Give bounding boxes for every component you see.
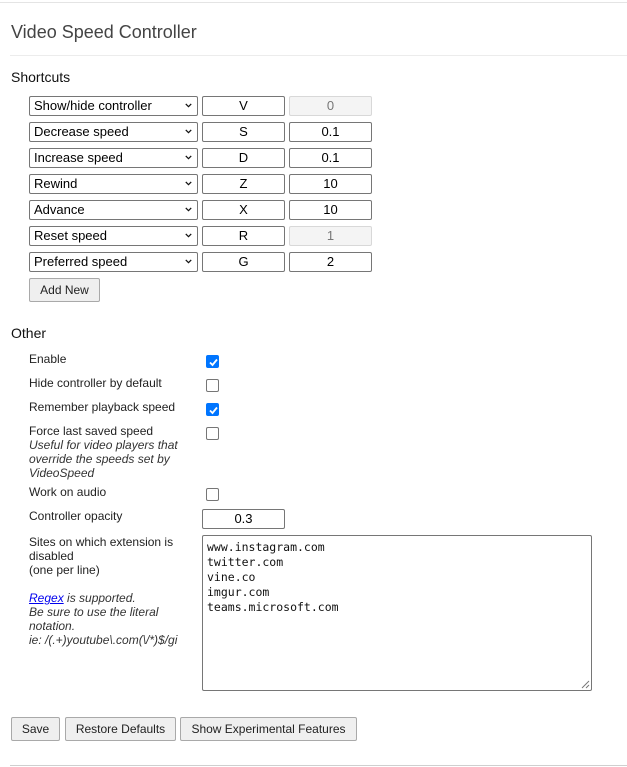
shortcut-value-input[interactable]: 0.1	[289, 148, 372, 168]
shortcut-key-input[interactable]: X	[202, 200, 285, 220]
regex-link[interactable]: Regex	[29, 591, 64, 605]
shortcuts-heading: Shortcuts	[11, 69, 71, 85]
enable-checkbox[interactable]	[206, 355, 219, 368]
shortcut-action-select[interactable]	[29, 122, 198, 142]
chevron-down-icon	[185, 128, 192, 135]
blacklist-site-line: twitter.com	[207, 555, 284, 569]
shortcut-action-label: Show/hide controller	[34, 98, 152, 113]
regex-note-1: Be sure to use the literal	[29, 605, 159, 619]
shortcut-action-label: Reset speed	[34, 228, 107, 243]
chevron-down-icon	[185, 258, 192, 265]
shortcut-key-input[interactable]: R	[202, 226, 285, 246]
blacklist-label-1: Sites on which extension is	[29, 535, 174, 549]
force-speed-hint-1: Useful for video players that	[29, 438, 178, 452]
shortcut-action-label: Advance	[34, 202, 85, 217]
shortcut-action-select[interactable]	[29, 174, 198, 194]
shortcut-key-input[interactable]: Z	[202, 174, 285, 194]
work-on-audio-checkbox[interactable]	[206, 488, 219, 501]
checkmark-icon	[208, 405, 219, 416]
checkmark-icon	[208, 357, 219, 368]
shortcut-action-select[interactable]	[29, 200, 198, 220]
blacklist-site-line: teams.microsoft.com	[207, 600, 339, 614]
blacklist-textarea[interactable]	[202, 535, 592, 691]
remember-speed-checkbox[interactable]	[206, 403, 219, 416]
force-speed-hint-2: override the speeds set by	[29, 452, 170, 466]
blacklist-site-line: imgur.com	[207, 585, 270, 599]
bottom-divider	[10, 765, 627, 766]
title-divider	[10, 55, 627, 56]
force-speed-checkbox[interactable]	[206, 427, 219, 440]
force-speed-label-group	[29, 424, 178, 480]
shortcut-action-select[interactable]	[29, 226, 198, 246]
regex-note-2: notation.	[29, 619, 76, 633]
shortcut-value-input[interactable]: 2	[289, 252, 372, 272]
shortcut-action-label: Decrease speed	[34, 124, 129, 139]
opacity-label: Controller opacity	[29, 509, 123, 523]
chevron-down-icon	[185, 232, 192, 239]
chevron-down-icon	[185, 154, 192, 161]
shortcut-key-input[interactable]: G	[202, 252, 285, 272]
add-new-button[interactable]: Add New	[29, 278, 100, 302]
shortcut-value-input[interactable]: 0.1	[289, 122, 372, 142]
opacity-input[interactable]: 0.3	[202, 509, 285, 529]
regex-supported-text: is supported.	[63, 591, 136, 605]
regex-note-group	[29, 591, 177, 647]
shortcut-key-input[interactable]: S	[202, 122, 285, 142]
shortcut-action-select[interactable]	[29, 148, 198, 168]
hide-controller-checkbox[interactable]	[206, 379, 219, 392]
blacklist-site-line: vine.co	[207, 570, 256, 584]
enable-label: Enable	[29, 352, 67, 366]
restore-defaults-button[interactable]: Restore Defaults	[65, 717, 176, 741]
blacklist-label-2: disabled	[29, 549, 74, 563]
chevron-down-icon	[185, 206, 192, 213]
top-divider	[0, 2, 627, 3]
shortcut-value-input[interactable]: 10	[289, 200, 372, 220]
resize-grip-icon[interactable]	[581, 680, 590, 689]
regex-note-line-0	[29, 591, 177, 605]
shortcut-value-input: 1	[289, 226, 372, 246]
other-heading: Other	[11, 325, 47, 341]
force-speed-hint-3: VideoSpeed	[29, 466, 95, 480]
show-experimental-button[interactable]: Show Experimental Features	[180, 717, 357, 741]
shortcut-key-input[interactable]: V	[202, 96, 285, 116]
force-speed-label: Force last saved speed	[29, 424, 154, 438]
work-on-audio-label: Work on audio	[29, 485, 107, 499]
blacklist-label-group	[29, 535, 173, 577]
shortcut-action-label: Preferred speed	[34, 254, 128, 269]
save-button[interactable]: Save	[11, 717, 60, 741]
shortcut-action-select[interactable]	[29, 96, 198, 116]
shortcut-action-label: Increase speed	[34, 150, 123, 165]
hide-controller-label: Hide controller by default	[29, 376, 162, 390]
shortcut-action-label: Rewind	[34, 176, 78, 191]
page-title: Video Speed Controller	[11, 22, 197, 42]
shortcut-value-input[interactable]: 10	[289, 174, 372, 194]
shortcut-key-input[interactable]: D	[202, 148, 285, 168]
regex-note-3: ie: /(.+)youtube\.com(\/*)$/gi	[29, 633, 178, 647]
chevron-down-icon	[185, 180, 192, 187]
remember-speed-label: Remember playback speed	[29, 400, 176, 414]
chevron-down-icon	[185, 102, 192, 109]
shortcut-action-select[interactable]	[29, 252, 198, 272]
shortcut-value-input: 0	[289, 96, 372, 116]
blacklist-label-3: (one per line)	[29, 563, 100, 577]
blacklist-site-line: www.instagram.com	[207, 540, 325, 554]
